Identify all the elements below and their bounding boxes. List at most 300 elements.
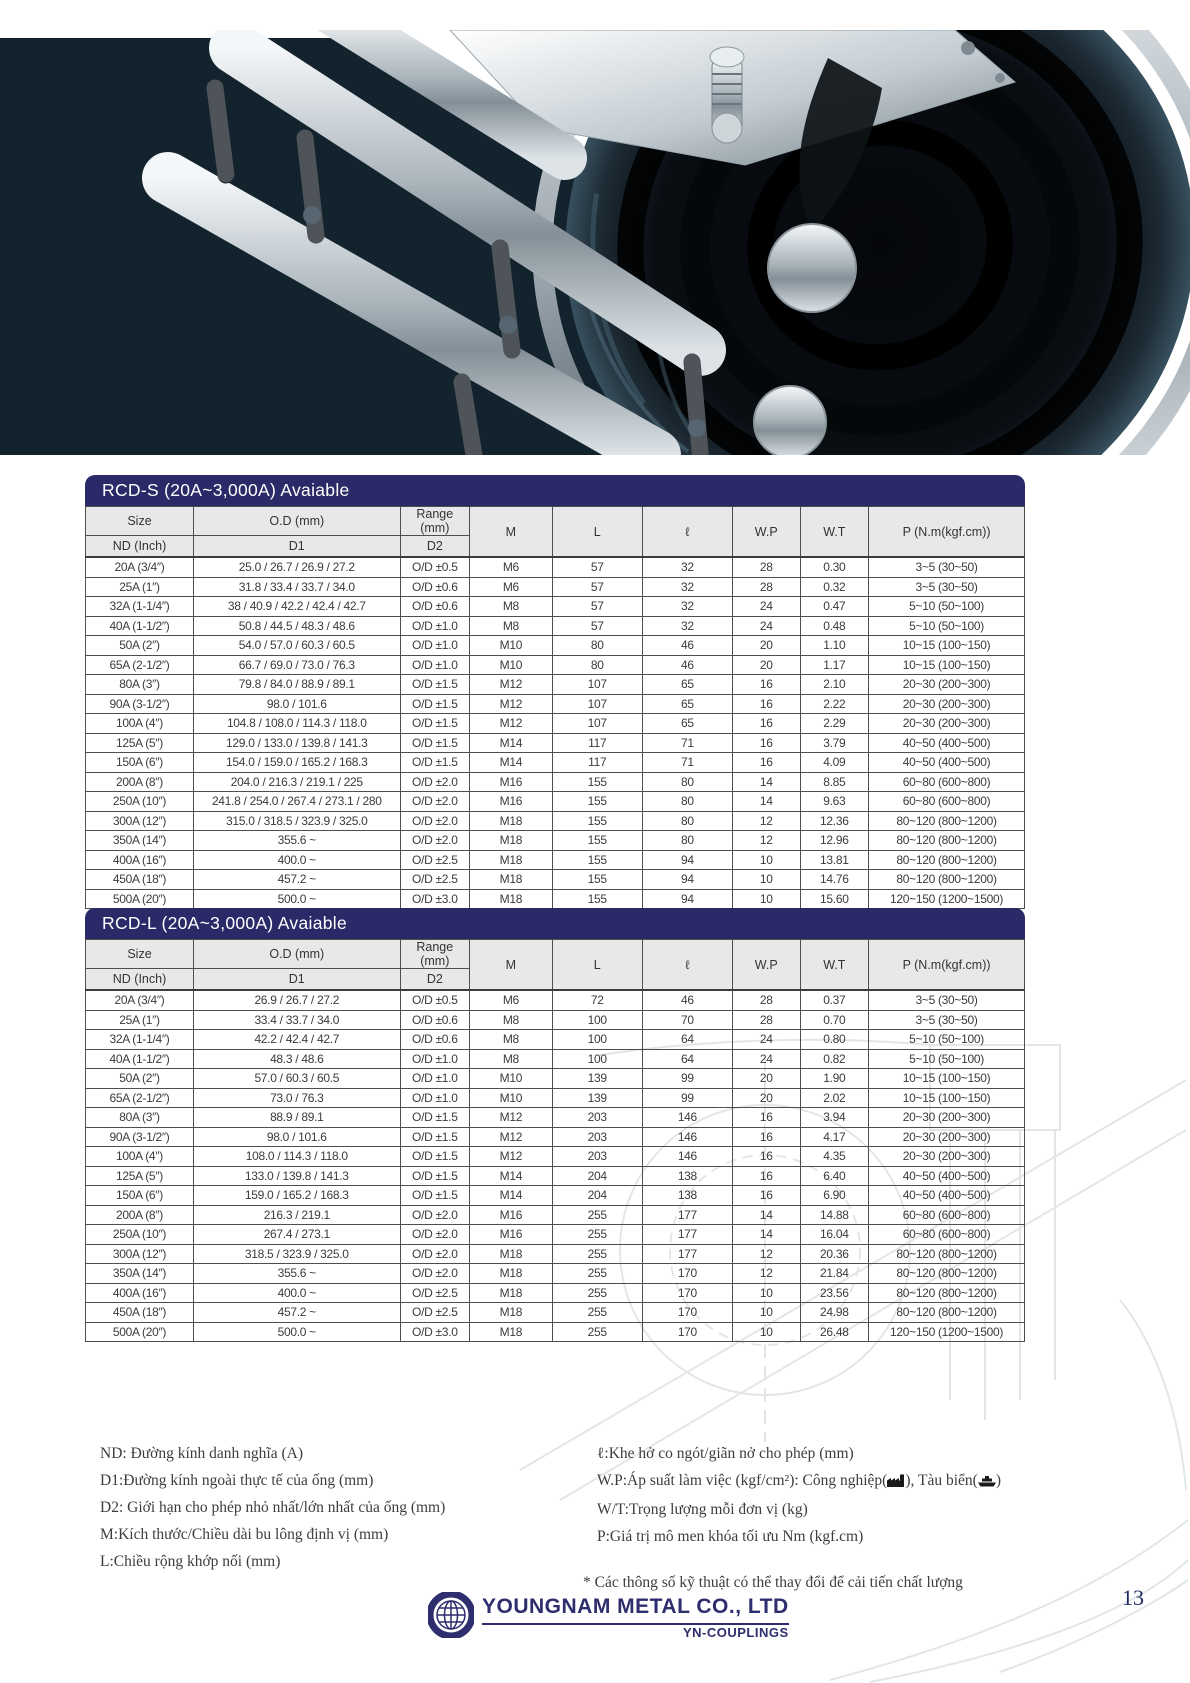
table-cell: 125A (5″): [86, 733, 194, 753]
table-cell: 3~5 (30~50): [869, 1010, 1025, 1030]
col-m: M: [470, 507, 553, 558]
table-cell: 28: [732, 990, 800, 1010]
table-row: [86, 1264, 1025, 1284]
table-cell: 9.63: [800, 792, 869, 812]
table-cell: 25A (1″): [86, 1010, 194, 1030]
table-cell: O/D ±2.0: [400, 792, 469, 812]
lug-disc: [754, 386, 826, 455]
table-cell: 12: [732, 811, 800, 831]
table-cell: 255: [552, 1283, 642, 1303]
table-cell: 300A (12″): [86, 1244, 194, 1264]
note-wt: W/T:Trọng lượng mỗi đơn vị (kg): [597, 1501, 808, 1518]
table-cell: M18: [470, 870, 553, 890]
table-cell: 0.48: [800, 616, 869, 636]
table-cell: 20~30 (200~300): [869, 714, 1025, 734]
table-cell: 146: [642, 1108, 732, 1128]
table-row: [86, 811, 1025, 831]
table-cell: M8: [470, 1030, 553, 1050]
table-cell: 16: [732, 1108, 800, 1128]
table-cell: 32A (1-1/4″): [86, 597, 194, 617]
table-cell: 28: [732, 1010, 800, 1030]
table-cell: 32: [642, 597, 732, 617]
table-cell: M10: [470, 1088, 553, 1108]
table-cell: 139: [552, 1088, 642, 1108]
table-cell: 80A (3″): [86, 1108, 194, 1128]
table-cell: 100: [552, 1010, 642, 1030]
note-ell: ℓ:Khe hở co ngót/giãn nở cho phép (mm): [597, 1445, 854, 1462]
table-row: [86, 792, 1025, 812]
table-cell: 16.04: [800, 1225, 869, 1245]
table-cell: 0.70: [800, 1010, 869, 1030]
table-cell: 170: [642, 1303, 732, 1323]
table-cell: 20~30 (200~300): [869, 1127, 1025, 1147]
table-cell: 155: [552, 850, 642, 870]
table-cell: 138: [642, 1166, 732, 1186]
legend-notes-right: [597, 1440, 1001, 1550]
table-cell: 107: [552, 714, 642, 734]
table-cell: 400A (16″): [86, 1283, 194, 1303]
table-cell: 40~50 (400~500): [869, 1186, 1025, 1206]
table-cell: 12.96: [800, 831, 869, 851]
table-cell: 70: [642, 1010, 732, 1030]
table-cell: 6.40: [800, 1166, 869, 1186]
table-cell: 54.0 / 57.0 / 60.3 / 60.5: [193, 636, 400, 656]
table-cell: 10~15 (100~150): [869, 1069, 1025, 1089]
table-cell: 104.8 / 108.0 / 114.3 / 118.0: [193, 714, 400, 734]
table-cell: 155: [552, 811, 642, 831]
table-cell: 216.3 / 219.1: [193, 1205, 400, 1225]
table-cell: M14: [470, 753, 553, 773]
table-row: [86, 597, 1025, 617]
table-cell: O/D ±2.0: [400, 811, 469, 831]
table-cell: O/D ±3.0: [400, 1322, 469, 1342]
table-cell: 139: [552, 1069, 642, 1089]
table-cell: 5~10 (50~100): [869, 616, 1025, 636]
table-cell: 500A (20″): [86, 889, 194, 909]
table-cell: 50.8 / 44.5 / 48.3 / 48.6: [193, 616, 400, 636]
table-cell: 79.8 / 84.0 / 88.9 / 89.1: [193, 675, 400, 695]
table-cell: 10: [732, 850, 800, 870]
table-cell: 16: [732, 1166, 800, 1186]
table-cell: O/D ±2.0: [400, 831, 469, 851]
table-cell: 100A (4″): [86, 714, 194, 734]
table-cell: M12: [470, 694, 553, 714]
table-cell: 450A (18″): [86, 1303, 194, 1323]
table-cell: 129.0 / 133.0 / 139.8 / 141.3: [193, 733, 400, 753]
table-cell: 40~50 (400~500): [869, 733, 1025, 753]
table-cell: 65: [642, 714, 732, 734]
table-row: [86, 655, 1025, 675]
table-cell: 71: [642, 753, 732, 773]
table-cell: 24: [732, 597, 800, 617]
table-cell: 2.22: [800, 694, 869, 714]
footer-logo: [428, 1592, 789, 1641]
table-cell: M14: [470, 1186, 553, 1206]
table-row: [86, 1303, 1025, 1323]
table-row: [86, 675, 1025, 695]
table-cell: 16: [732, 733, 800, 753]
table-row: [86, 831, 1025, 851]
table-cell: 64: [642, 1049, 732, 1069]
table-row: [86, 1225, 1025, 1245]
col-ell: ℓ: [642, 507, 732, 558]
table-cell: 250A (10″): [86, 1225, 194, 1245]
table-cell: 8.85: [800, 772, 869, 792]
table-cell: 500A (20″): [86, 1322, 194, 1342]
table-cell: 80~120 (800~1200): [869, 850, 1025, 870]
table-cell: 90A (3-1/2″): [86, 1127, 194, 1147]
table-cell: 10: [732, 870, 800, 890]
table-row: [86, 1244, 1025, 1264]
legend-notes-left: [100, 1440, 445, 1575]
table-cell: M6: [470, 577, 553, 597]
table-cell: M12: [470, 1147, 553, 1167]
table-cell: 20: [732, 636, 800, 656]
table-cell: 46: [642, 636, 732, 656]
col-wp: W.P: [732, 940, 800, 991]
table-cell: M18: [470, 1322, 553, 1342]
table-cell: O/D ±2.5: [400, 1303, 469, 1323]
table-cell: 12.36: [800, 811, 869, 831]
table-cell: 177: [642, 1244, 732, 1264]
table-cell: M10: [470, 636, 553, 656]
table-cell: 500.0 ~: [193, 889, 400, 909]
note-nd: ND: Đường kính danh nghĩa (A): [100, 1445, 303, 1462]
col-size: Size: [86, 940, 194, 969]
table-row: [86, 714, 1025, 734]
table-row: [86, 850, 1025, 870]
table-cell: 4.17: [800, 1127, 869, 1147]
table-cell: 155: [552, 870, 642, 890]
table-cell: 94: [642, 889, 732, 909]
disclaimer-note: * Các thông số kỹ thuật có thể thay đổi để cải tiến chất lượng: [583, 1574, 963, 1591]
table-cell: 0.80: [800, 1030, 869, 1050]
table-row: [86, 1010, 1025, 1030]
table-cell: 117: [552, 733, 642, 753]
table-cell: 16: [732, 753, 800, 773]
table-cell: O/D ±1.5: [400, 1108, 469, 1128]
table-cell: 1.90: [800, 1069, 869, 1089]
note-m: M:Kích thước/Chiều dài bu lông định vị (mm): [100, 1526, 389, 1543]
table-cell: 16: [732, 1127, 800, 1147]
globe-icon: [428, 1592, 474, 1638]
table-cell: 48.3 / 48.6: [193, 1049, 400, 1069]
table-cell: 20A (3/4″): [86, 990, 194, 1010]
ship-icon: [978, 1469, 996, 1496]
table-cell: M8: [470, 1049, 553, 1069]
col-l: L: [552, 507, 642, 558]
col-d1: D1: [193, 969, 400, 991]
table-row: [86, 1166, 1025, 1186]
table-cell: 155: [552, 831, 642, 851]
table-cell: 46: [642, 655, 732, 675]
table-cell: 14: [732, 772, 800, 792]
table-cell: 154.0 / 159.0 / 165.2 / 168.3: [193, 753, 400, 773]
table-cell: M14: [470, 733, 553, 753]
table-cell: 57: [552, 577, 642, 597]
table-cell: 350A (14″): [86, 1264, 194, 1284]
table-cell: 80: [552, 655, 642, 675]
table-cell: 0.82: [800, 1049, 869, 1069]
table-cell: O/D ±0.6: [400, 1010, 469, 1030]
table-cell: 25.0 / 26.7 / 26.9 / 27.2: [193, 557, 400, 577]
factory-icon: [887, 1469, 905, 1496]
table-cell: O/D ±1.0: [400, 1088, 469, 1108]
table-cell: O/D ±0.5: [400, 990, 469, 1010]
table-cell: 65A (2-1/2″): [86, 655, 194, 675]
col-nd: ND (Inch): [86, 969, 194, 991]
table-cell: O/D ±0.5: [400, 557, 469, 577]
table-cell: 20~30 (200~300): [869, 1108, 1025, 1128]
rcd-s-section: [85, 475, 1025, 909]
table-cell: 32A (1-1/4″): [86, 1030, 194, 1050]
lug-disc: [768, 224, 856, 312]
table-cell: M18: [470, 1244, 553, 1264]
note-wp-prefix: W.P:Áp suất làm việc (kgf/cm²): Công nghiệp(: [597, 1472, 888, 1489]
table-cell: 12: [732, 831, 800, 851]
table-cell: 80~120 (800~1200): [869, 1303, 1025, 1323]
table-cell: 204.0 / 216.3 / 219.1 / 225: [193, 772, 400, 792]
table-cell: 32: [642, 577, 732, 597]
table-cell: 315.0 / 318.5 / 323.9 / 325.0: [193, 811, 400, 831]
table-cell: O/D ±2.5: [400, 870, 469, 890]
table-cell: 57: [552, 616, 642, 636]
col-nd: ND (Inch): [86, 536, 194, 558]
table-cell: 12: [732, 1244, 800, 1264]
table-cell: 16: [732, 1147, 800, 1167]
table-cell: 3~5 (30~50): [869, 990, 1025, 1010]
table-cell: 14: [732, 792, 800, 812]
table-cell: 150A (6″): [86, 753, 194, 773]
table-cell: 10~15 (100~150): [869, 655, 1025, 675]
table-row: [86, 1186, 1025, 1206]
table-header: [86, 940, 1025, 991]
col-p: P (N.m(kgf.cm)): [869, 940, 1025, 991]
table-cell: 255: [552, 1205, 642, 1225]
table-cell: 60~80 (600~800): [869, 1205, 1025, 1225]
table-cell: 1.17: [800, 655, 869, 675]
table-cell: 80: [642, 772, 732, 792]
table-cell: 0.32: [800, 577, 869, 597]
hero-product-photo: [0, 30, 1190, 455]
table-cell: M8: [470, 597, 553, 617]
table-cell: O/D ±1.5: [400, 1166, 469, 1186]
rcd-l-body: [86, 990, 1025, 1342]
table-cell: 65A (2-1/2″): [86, 1088, 194, 1108]
rcd-s-table: [85, 506, 1025, 909]
table-cell: 57.0 / 60.3 / 60.5: [193, 1069, 400, 1089]
table-cell: 10~15 (100~150): [869, 1088, 1025, 1108]
table-row: [86, 1088, 1025, 1108]
table-cell: 80: [642, 811, 732, 831]
table-cell: 38 / 40.9 / 42.2 / 42.4 / 42.7: [193, 597, 400, 617]
table-cell: 65: [642, 675, 732, 695]
table-cell: 80~120 (800~1200): [869, 811, 1025, 831]
table-cell: 24: [732, 1030, 800, 1050]
col-m: M: [470, 940, 553, 991]
table-cell: 100A (4″): [86, 1147, 194, 1167]
table-cell: 80~120 (800~1200): [869, 1283, 1025, 1303]
table-cell: 13.81: [800, 850, 869, 870]
table-cell: 99: [642, 1088, 732, 1108]
table-cell: 2.29: [800, 714, 869, 734]
col-d2: D2: [400, 969, 469, 991]
note-p: P:Giá trị mô men khóa tối ưu Nm (kgf.cm): [597, 1528, 864, 1545]
table-cell: O/D ±1.0: [400, 1049, 469, 1069]
rcd-l-table: [85, 939, 1025, 1342]
table-cell: 94: [642, 870, 732, 890]
note-wp: [597, 1467, 1001, 1496]
table-row: [86, 1069, 1025, 1089]
table-cell: 80: [642, 831, 732, 851]
table-cell: 5~10 (50~100): [869, 1049, 1025, 1069]
table-cell: 107: [552, 694, 642, 714]
table-cell: 80~120 (800~1200): [869, 870, 1025, 890]
table-cell: 177: [642, 1225, 732, 1245]
col-p: P (N.m(kgf.cm)): [869, 507, 1025, 558]
rcd-l-section: [85, 908, 1025, 1342]
col-d2: D2: [400, 536, 469, 558]
table-cell: M18: [470, 831, 553, 851]
table-cell: 267.4 / 273.1: [193, 1225, 400, 1245]
col-wt: W.T: [800, 507, 869, 558]
table-cell: 3.79: [800, 733, 869, 753]
table-cell: 20.36: [800, 1244, 869, 1264]
table-cell: O/D ±1.0: [400, 636, 469, 656]
rcd-s-body: [86, 557, 1025, 909]
table-cell: 66.7 / 69.0 / 73.0 / 76.3: [193, 655, 400, 675]
table-row: [86, 733, 1025, 753]
brand-name: YN-COUPLINGS: [682, 1625, 789, 1640]
table-cell: 40~50 (400~500): [869, 1166, 1025, 1186]
table-cell: 32: [642, 616, 732, 636]
table-cell: 100: [552, 1030, 642, 1050]
table-cell: 20A (3/4″): [86, 557, 194, 577]
table-cell: 100: [552, 1049, 642, 1069]
table-cell: 300A (12″): [86, 811, 194, 831]
table-cell: 16: [732, 694, 800, 714]
table-cell: 108.0 / 114.3 / 118.0: [193, 1147, 400, 1167]
table-cell: O/D ±1.0: [400, 655, 469, 675]
table-cell: 3~5 (30~50): [869, 557, 1025, 577]
table-cell: 146: [642, 1147, 732, 1167]
table-cell: 80~120 (800~1200): [869, 1264, 1025, 1284]
table-cell: 15.60: [800, 889, 869, 909]
table-cell: M10: [470, 655, 553, 675]
torx-bolt: [710, 47, 744, 143]
table-cell: 20: [732, 1069, 800, 1089]
table-cell: 255: [552, 1244, 642, 1264]
table-cell: O/D ±0.6: [400, 577, 469, 597]
table-cell: 200A (8″): [86, 772, 194, 792]
table-cell: M16: [470, 1225, 553, 1245]
table-cell: 125A (5″): [86, 1166, 194, 1186]
logo-rule: [482, 1623, 789, 1641]
table-cell: 203: [552, 1127, 642, 1147]
table-cell: 400.0 ~: [193, 850, 400, 870]
table-cell: 120~150 (1200~1500): [869, 889, 1025, 909]
table-cell: 80~120 (800~1200): [869, 831, 1025, 851]
table-cell: 255: [552, 1303, 642, 1323]
table-cell: 40~50 (400~500): [869, 753, 1025, 773]
table-cell: 0.30: [800, 557, 869, 577]
table-cell: 20~30 (200~300): [869, 675, 1025, 695]
table-cell: 170: [642, 1264, 732, 1284]
table-cell: O/D ±2.0: [400, 1264, 469, 1284]
table-cell: 80: [552, 636, 642, 656]
col-size: Size: [86, 507, 194, 536]
table-cell: M12: [470, 1108, 553, 1128]
table-cell: 90A (3-1/2″): [86, 694, 194, 714]
table-cell: 155: [552, 772, 642, 792]
table-cell: 450A (18″): [86, 870, 194, 890]
table-cell: M8: [470, 616, 553, 636]
table-cell: 28: [732, 577, 800, 597]
note-wp-suffix: ): [995, 1472, 1001, 1489]
table-cell: 4.09: [800, 753, 869, 773]
table-row: [86, 772, 1025, 792]
note-d2: D2: Giới hạn cho phép nhỏ nhất/lớn nhất của ống (mm): [100, 1499, 446, 1516]
table-cell: 5~10 (50~100): [869, 597, 1025, 617]
table-cell: 4.35: [800, 1147, 869, 1167]
table-cell: 50A (2″): [86, 1069, 194, 1089]
table-row: [86, 1030, 1025, 1050]
table-cell: 10: [732, 1303, 800, 1323]
table-cell: 31.8 / 33.4 / 33.7 / 34.0: [193, 577, 400, 597]
table-cell: O/D ±2.5: [400, 1283, 469, 1303]
table-cell: 24.98: [800, 1303, 869, 1323]
table-cell: 14.88: [800, 1205, 869, 1225]
table-cell: 200A (8″): [86, 1205, 194, 1225]
table-row: [86, 1127, 1025, 1147]
table-cell: 16: [732, 675, 800, 695]
table-cell: 3~5 (30~50): [869, 577, 1025, 597]
table-cell: O/D ±1.5: [400, 675, 469, 695]
table-cell: 26.9 / 26.7 / 27.2: [193, 990, 400, 1010]
col-ell: ℓ: [642, 940, 732, 991]
table-cell: 177: [642, 1205, 732, 1225]
table-cell: M18: [470, 1264, 553, 1284]
table-cell: 72: [552, 990, 642, 1010]
table-cell: 50A (2″): [86, 636, 194, 656]
table-cell: M16: [470, 1205, 553, 1225]
table-cell: 71: [642, 733, 732, 753]
table-cell: 88.9 / 89.1: [193, 1108, 400, 1128]
table-cell: 155: [552, 889, 642, 909]
table-cell: 10: [732, 889, 800, 909]
table-cell: 107: [552, 675, 642, 695]
table-row: [86, 636, 1025, 656]
rcd-s-title: RCD-S (20A~3,000A) Avaiable: [85, 475, 1025, 506]
table-cell: 241.8 / 254.0 / 267.4 / 273.1 / 280: [193, 792, 400, 812]
table-cell: 250A (10″): [86, 792, 194, 812]
table-cell: M14: [470, 1166, 553, 1186]
table-cell: 20: [732, 1088, 800, 1108]
table-cell: 14: [732, 1225, 800, 1245]
table-cell: 204: [552, 1186, 642, 1206]
table-cell: M18: [470, 1283, 553, 1303]
table-cell: M12: [470, 1127, 553, 1147]
table-cell: 33.4 / 33.7 / 34.0: [193, 1010, 400, 1030]
note-l: L:Chiều rộng khớp nối (mm): [100, 1553, 281, 1570]
table-cell: 150A (6″): [86, 1186, 194, 1206]
col-wp: W.P: [732, 507, 800, 558]
table-cell: 500.0 ~: [193, 1322, 400, 1342]
table-cell: O/D ±1.5: [400, 1186, 469, 1206]
col-range: Range (mm): [400, 507, 469, 536]
table-cell: 64: [642, 1030, 732, 1050]
table-cell: M12: [470, 675, 553, 695]
